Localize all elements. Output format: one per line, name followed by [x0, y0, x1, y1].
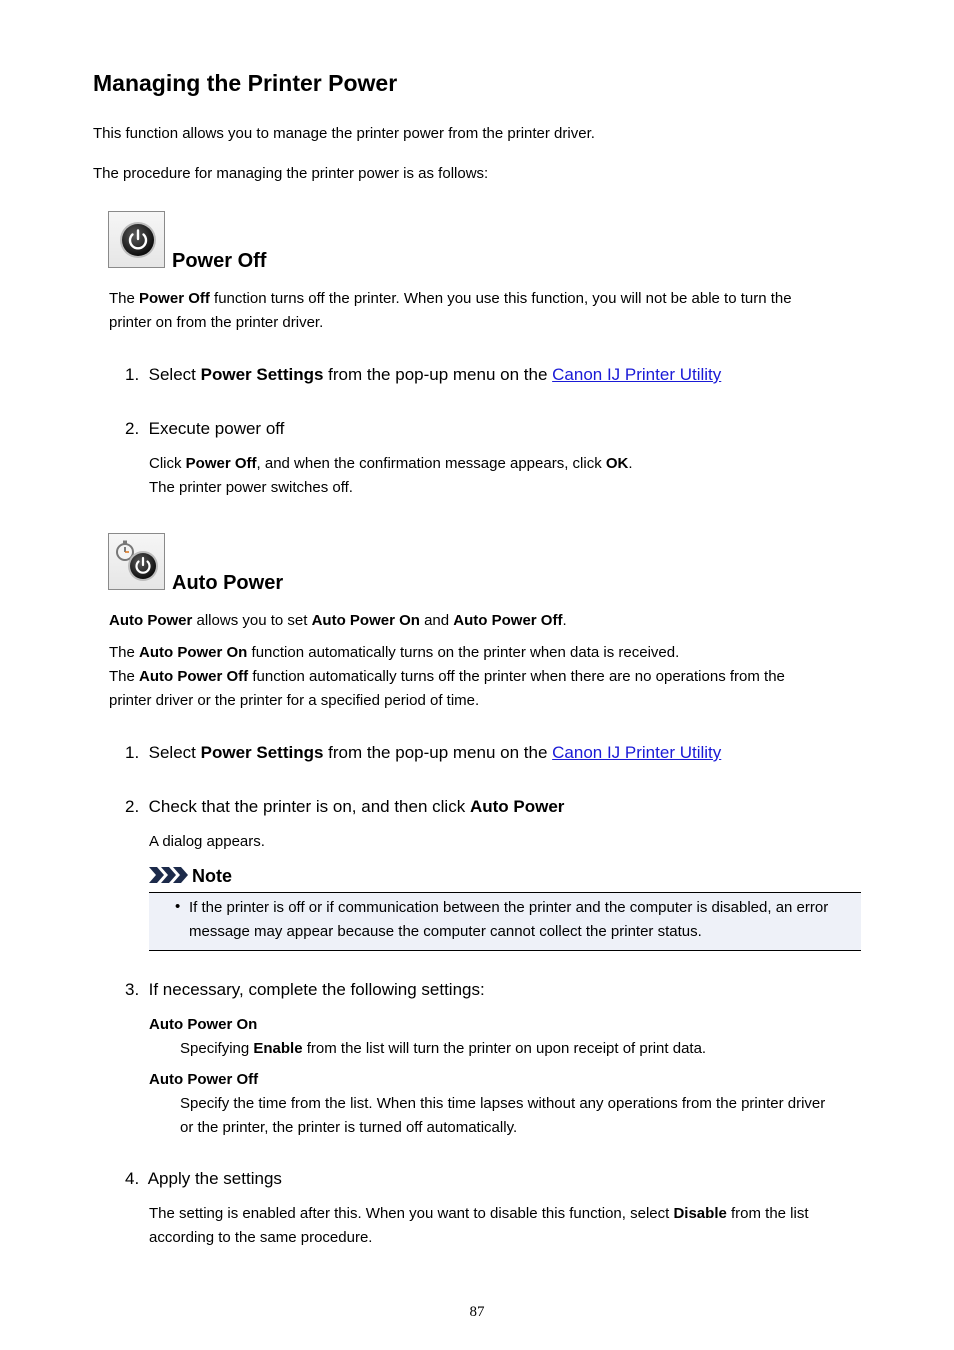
note-label: Note [192, 866, 232, 886]
auto-power-step-2: 2. Check that the printer is on, and then click Auto Power [125, 797, 565, 816]
auto-power-step-2-body: A dialog appears. [149, 833, 265, 850]
canon-ij-printer-utility-link[interactable]: Canon IJ Printer Utility [552, 365, 722, 384]
canon-ij-printer-utility-link[interactable]: Canon IJ Printer Utility [552, 743, 722, 762]
power-off-step-2-body: Click Power Off, and when the confirmation message appears, click OK. The printer power switches off. [149, 455, 633, 496]
note-text: If the printer is off or if communication between the printer and the computer is disabled, an error message may appear because the computer cannot collect the printer status. [189, 899, 829, 940]
intro-paragraph-2: The procedure for managing the printer power is as follows: [93, 165, 489, 182]
auto-power-step-1: 1. Select Power Settings from the pop-up menu on the Canon IJ Printer Utility [125, 743, 722, 762]
power-off-icon [108, 211, 165, 268]
power-off-heading: Power Off [172, 250, 267, 272]
auto-power-step-4: 4. Apply the settings [125, 1169, 282, 1188]
page-title: Managing the Printer Power [93, 70, 398, 96]
setting-term-auto-power-on: Auto Power On [149, 1016, 258, 1033]
auto-power-step-4-body: The setting is enabled after this. When you want to disable this function, select Disable from the list according to the same procedure. [149, 1205, 809, 1246]
page-number: 87 [469, 1304, 485, 1320]
auto-power-icon [108, 533, 165, 590]
note-bullet: • [175, 898, 181, 915]
auto-power-description-2: The Auto Power On function automatically turns on the printer when data is received. The Auto Power Off function automatically turns off the printer when there are no operations from the printer driver or the printer for a specified period of time. [109, 644, 785, 709]
auto-power-description-1: Auto Power allows you to set Auto Power On and Auto Power Off. [109, 612, 567, 629]
note-body [149, 893, 861, 951]
intro-paragraph-1: This function allows you to manage the printer power from the printer driver. [93, 125, 595, 142]
auto-power-step-3: 3. If necessary, complete the following settings: [125, 980, 485, 999]
note-header [149, 864, 861, 894]
power-off-description: The Power Off function turns off the printer. When you use this function, you will not be able to turn the printer on from the printer driver. [109, 290, 792, 331]
auto-power-heading: Auto Power [172, 572, 284, 594]
note-chevrons-icon [149, 867, 189, 883]
setting-desc-auto-power-on: Specifying Enable from the list will turn the printer on upon receipt of print data. [180, 1040, 707, 1057]
power-off-step-1: 1. Select Power Settings from the pop-up menu on the Canon IJ Printer Utility [125, 365, 722, 384]
setting-desc-auto-power-off: Specify the time from the list. When this time lapses without any operations from the printer driver or the printer, the printer is turned off automatically. [180, 1095, 826, 1136]
power-off-step-2: 2. Execute power off [125, 419, 285, 438]
setting-term-auto-power-off: Auto Power Off [149, 1071, 259, 1088]
